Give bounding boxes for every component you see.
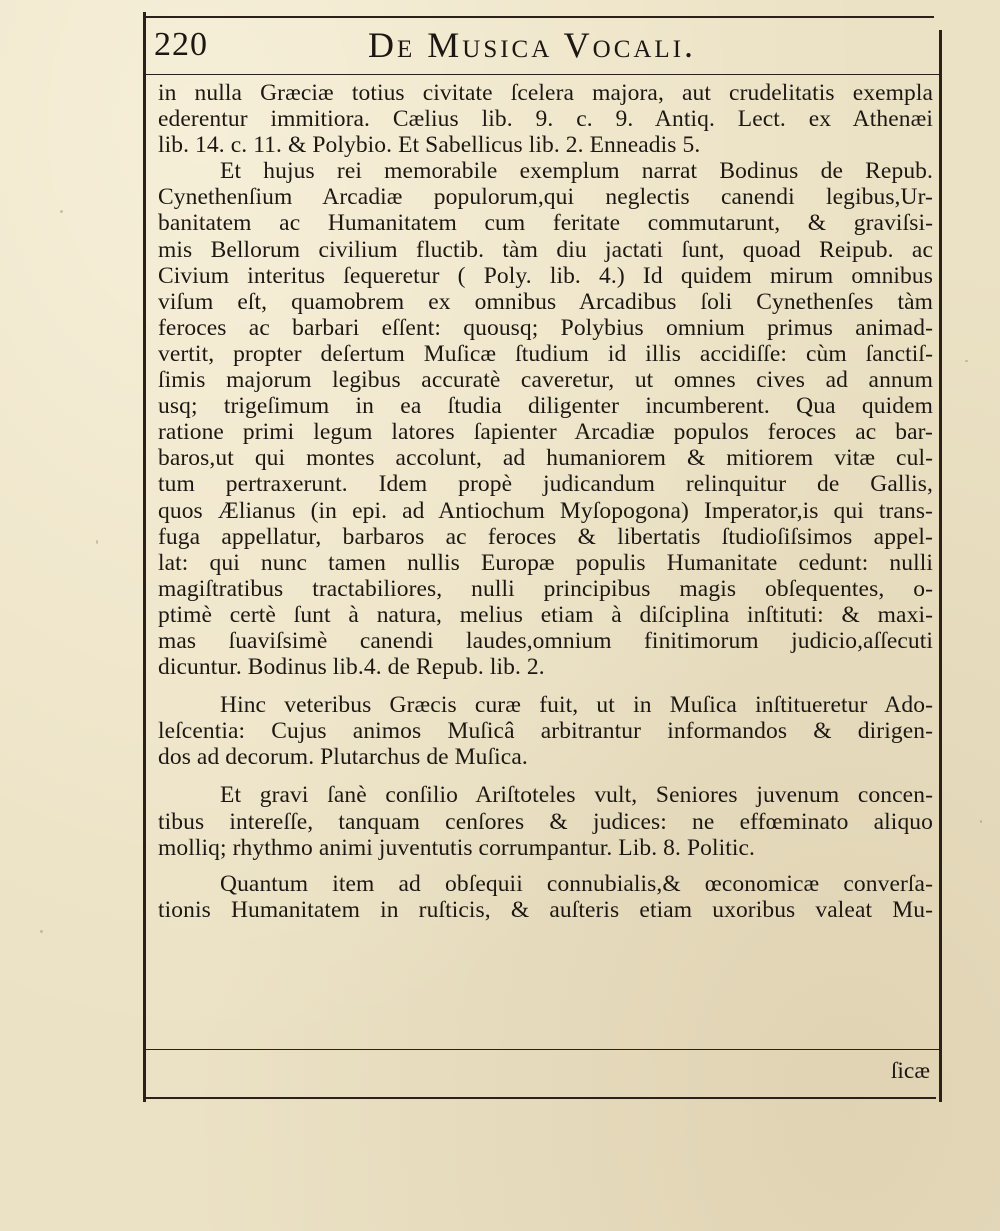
text-line: dos ad decorum. Plutarchus de Muſica. [158, 744, 528, 771]
bottom-rule [146, 1097, 936, 1099]
text-line: lat: qui nunc tamen nullis Europæ populis Humanitate cedunt: nulli [158, 549, 933, 576]
page-title: De Musica Vocali. [368, 25, 697, 65]
text-line: tionis Humanitatem in ruſticis, & auſteris etiam uxoribus valeat Mu- [158, 896, 933, 923]
paragraph [158, 692, 933, 770]
text-line: magiſtratibus tractabiliores, nulli principibus magis obſequentes, o- [158, 575, 933, 602]
text-line: dicuntur. Bodinus lib.4. de Repub. lib. 2. [158, 654, 545, 681]
text-line: ederentur immitiora. Cælius lib. 9. c. 9. Antiq. Lect. ex Athenæi [158, 106, 933, 133]
text-line: banitatem ac Humanitatem cum feritate commutarunt, & graviſsi- [158, 210, 933, 237]
paper-speck [60, 210, 63, 213]
paper-speck [965, 360, 968, 362]
text-line: usq; trigeſimum in ea ſtudia diligenter incumberent. Qua quidem [158, 393, 933, 420]
text-line: viſum eſt, quamobrem ex omnibus Arcadibus ſoli Cynethenſes tàm [158, 288, 933, 315]
right-border-rule [939, 30, 942, 1102]
body-text [158, 80, 933, 923]
text-line: ſimis majorum legibus accuratè caveretur, ut omnes cives ad annum [158, 367, 933, 394]
text-line: Hinc veteribus Græcis curæ fuit, ut in Muſica inſtitueretur Ado- [220, 692, 933, 719]
text-line: molliq; rhythmo animi juventutis corrumpantur. Lib. 8. Politic. [158, 834, 756, 861]
text-line: Civium interitus ſequeretur ( Poly. lib. 4.) Id quidem mirum omnibus [158, 262, 933, 289]
catchword: ſicæ [890, 1058, 930, 1084]
text-line: lib. 14. c. 11. & Polybio. Et Sabellicus lib. 2. Enneadis 5. [158, 132, 701, 159]
text-line: feroces ac barbari eſſent: quousq; Polybius omnium primus animad- [158, 314, 933, 341]
text-line: Et gravi ſanè conſilio Ariſtoteles vult, Seniores juvenum concen- [220, 782, 933, 809]
page-number: 220 [154, 26, 208, 63]
paper-speck [96, 540, 98, 544]
text-line: Cynethenſium Arcadiæ populorum,qui neglectis canendi legibus,Ur- [158, 184, 933, 211]
text-line: mis Bellorum civilium fluctib. tàm diu jactati ſunt, quoad Reipub. ac [158, 236, 933, 263]
paragraph [158, 80, 933, 158]
text-line: ratione primi legum latores ſapienter Arcadiæ populos feroces ac bar- [158, 419, 933, 446]
top-rule [146, 16, 934, 18]
paragraph [158, 782, 933, 860]
text-line: Quantum item ad obſequii connubialis,& œconomicæ converſa- [220, 870, 933, 897]
text-line: Et hujus rei memorabile exemplum narrat Bodinus de Repub. [220, 158, 933, 185]
paper-speck [40, 930, 43, 933]
footer-rule [146, 1049, 939, 1050]
text-line: fuga appellatur, barbaros ac feroces & libertatis ſtudioſiſsimos appel- [158, 523, 933, 550]
header-underline-rule [146, 74, 939, 75]
paper-speck [980, 820, 982, 823]
text-line: vertit, propter deſertum Muſicæ ſtudium id illis accidiſſe: cùm ſanctiſ- [158, 340, 933, 367]
text-line: ptimè certè ſunt à natura, melius etiam à diſciplina inſtituti: & maxi- [158, 601, 933, 628]
text-line: in nulla Græciæ totius civitate ſcelera majora, aut crudelitatis exempla [158, 80, 933, 106]
text-line: quos Ælianus (in epi. ad Antiochum Myſopogona) Imperator,is qui trans- [158, 497, 933, 524]
text-line: leſcentia: Cujus animos Muſicâ arbitrantur informandos & dirigen- [158, 718, 933, 745]
paragraph [158, 871, 933, 923]
text-line: tum pertraxerunt. Idem propè judicandum relinquitur de Gallis, [158, 471, 933, 498]
left-border-rule [143, 12, 146, 1102]
text-line: mas ſuaviſsimè canendi laudes,omnium finitimorum judicio,aſſecuti [158, 627, 933, 654]
text-line: tibus intereſſe, tanquam cenſores & judices: ne effœminato aliquo [158, 808, 933, 835]
text-line: baros,ut qui montes accolunt, ad humaniorem & mitiorem vitæ cul- [158, 445, 933, 472]
paragraph [158, 158, 933, 680]
running-head [150, 22, 930, 70]
